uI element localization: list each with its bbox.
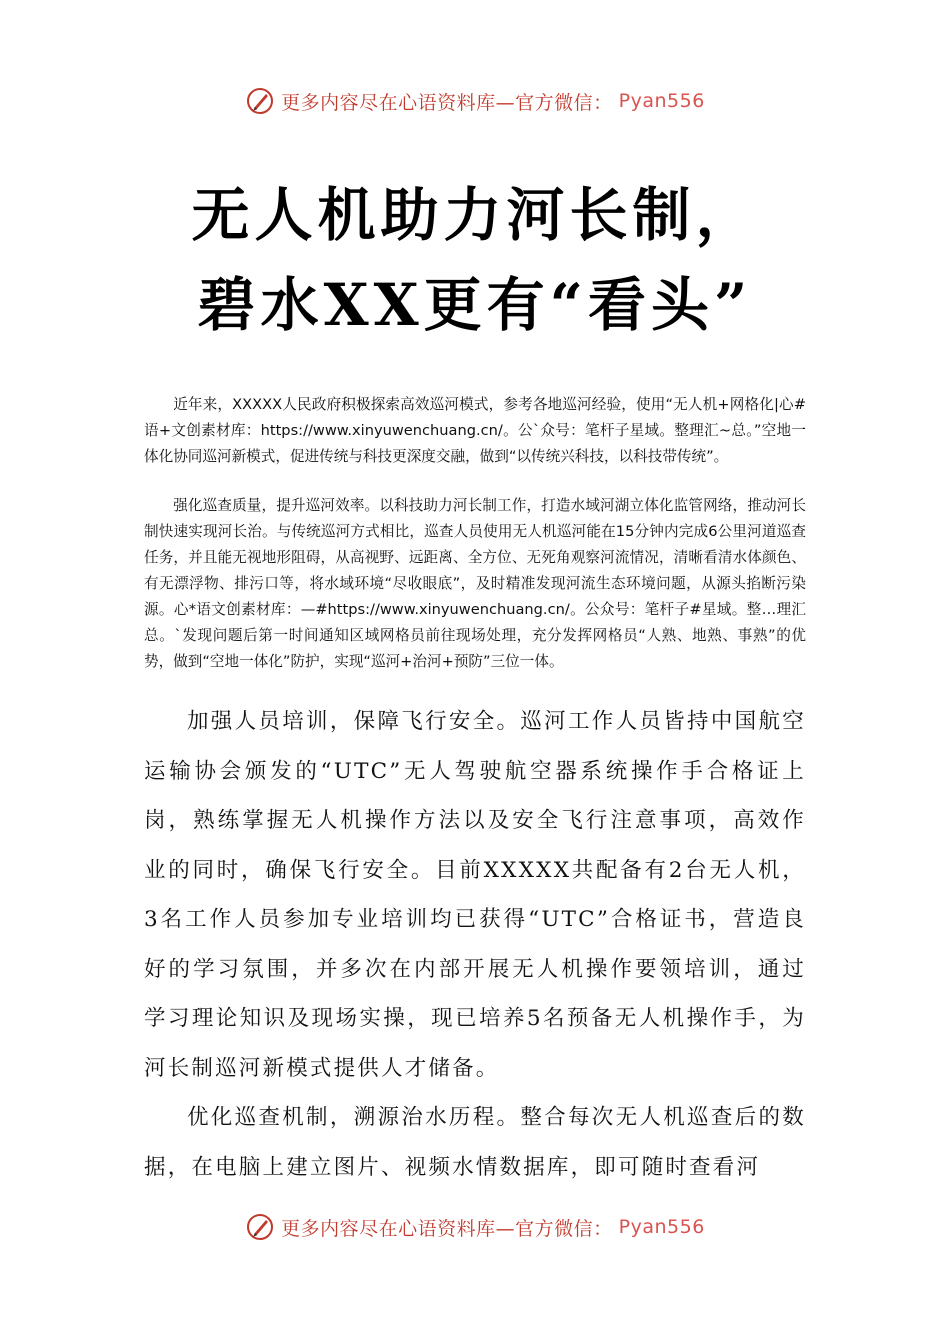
watermark-wechat: Pyan556 (618, 90, 705, 112)
document-title-line-2: 碧水XX更有“看头” (197, 271, 753, 339)
header-watermark (0, 86, 950, 116)
paragraph-text: 加强人员培训，保障飞行安全。巡河工作人员皆持中国航空运输协会颁发的“UTC”无人驾驶航空器系统操作手合格证上岗，熟练掌握无人机操作方法以及安全飞行注意事项，高效作业的同时，确保飞行安全。目前XXXXX共配备有2台无人机，3名工作人员参加专业培训均已获得“UTC”合格证书，营造良好的学习氛围，并多次在内部开展无人机操作要领培训，通过学习理论知识及现场实操，现已培养5名预备无人机操作手，为河长制巡河新模式提供人才储备。 (144, 709, 806, 1081)
paragraph-quality (144, 493, 806, 675)
paragraph-intro (144, 392, 806, 470)
paragraph-text: 优化巡查机制，溯源治水历程。整合每次无人机巡查后的数据，在电脑上建立图片、视频水情数据库，即可随时查看河 (144, 1105, 806, 1180)
pen-logo-icon (245, 86, 275, 116)
footer-watermark (0, 1212, 950, 1242)
document-title-line-1: 无人机助力河长制， (191, 181, 759, 249)
paragraph-training (144, 697, 806, 1093)
paragraph-text: 近年来，XXXXX人民政府积极探索高效巡河模式，参考各地巡河经验，使用“无人机+网格化|心#语+文创素材库：https://www.xinyuwenchuang.cn/。公`众号：笔杆子星域。整理汇~总。”空地一体化协同巡河新模式，促进传统与科技更深度交融，做到“以传统兴科技，以科技带传统”。 (144, 396, 806, 465)
watermark-wechat: Pyan556 (618, 1216, 705, 1238)
watermark-text: 更多内容尽在心语资料库—官方微信： (281, 1217, 613, 1240)
paragraph-mechanism (144, 1093, 806, 1192)
pen-logo-icon (245, 1212, 275, 1242)
watermark-text: 更多内容尽在心语资料库—官方微信： (281, 91, 613, 114)
paragraph-text: 强化巡查质量，提升巡河效率。以科技助力河长制工作，打造水域河湖立体化监管网络，推动河长制快速实现河长治。与传统巡河方式相比，巡查人员使用无人机巡河能在15分钟内完成6公里河道巡查任务，并且能无视地形阻碍，从高视野、远距离、全方位、无死角观察河流情况，清晰看清水体颜色、有无漂浮物、排污口等，将水域环境“尽收眼底”，及时精准发现河流生态环境问题，从源头掐断污染源。心*语文创素材库：—#https://www.xinyuwenchuang.cn/。公众号：笔杆子#星域。整…理汇总。`发现问题后第一时间通知区域网格员前往现场处理，充分发挥网格员“人熟、地熟、事熟”的优势，做到“空地一体化”防护，实现“巡河+治河+预防”三位一体。 (144, 497, 806, 670)
